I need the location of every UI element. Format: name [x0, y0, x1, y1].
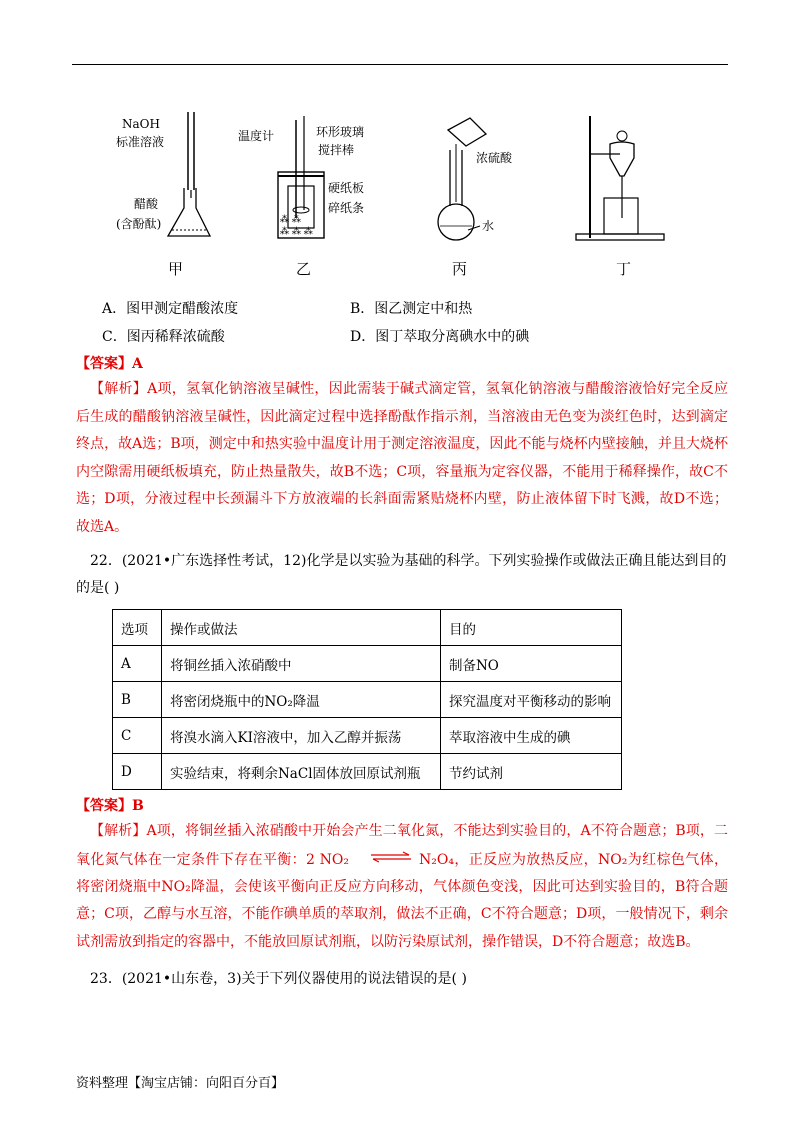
label-ring-stirrer-2: 搅拌棒 — [318, 143, 355, 157]
svg-text:⁂ ⁂: ⁂ ⁂ — [280, 215, 301, 225]
caption-bing: 丙 — [452, 260, 468, 278]
caption-yi: 乙 — [296, 260, 312, 278]
analysis-22-part2: N₂O₄，正反应为放热反应，NO₂为红棕色气体，将密闭烧瓶中NO₂降温，会使该平衡向正反应方向移动，气体颜色变浅，因此可达到实验目的，B符合题意；C项，乙醇与水互溶，不能作碘单质的萃取剂，做法不正确，C不符合题意；D项，一般情况下，剩余试剂需放到指定的容器中，不能放回原试剂瓶，以防污染原试剂，操作错误，D不符合题意；故选B。 — [76, 851, 728, 950]
table-cell: 萃取溶液中生成的碘 — [441, 718, 622, 754]
answer-22: 【答案】B — [76, 798, 144, 814]
label-standard-solution: 标准溶液 — [116, 135, 165, 149]
label-thermometer: 温度计 — [238, 129, 275, 143]
option-d: D．图丁萃取分离碘水中的碘 — [350, 329, 530, 345]
analysis-22-part1: 【解析】A项，将铜丝插入浓硝酸中开始会产生二氧化氮，不能达到实验目的，A不符合题意；B项，二氧化氮气体在一定条件下存在平衡：2 NO₂ — [76, 823, 728, 868]
table-row — [113, 646, 622, 682]
option-a: A．图甲测定醋酸浓度 — [102, 301, 239, 317]
header-rule — [72, 64, 728, 65]
analysis-22 — [76, 818, 728, 956]
figure-yi-calorimeter — [238, 110, 378, 250]
table-header-row — [113, 610, 622, 646]
svg-text:⁂ ⁂ ⁂: ⁂ ⁂ ⁂ — [280, 227, 313, 237]
equilibrium-arrow-icon — [355, 846, 413, 874]
options-table — [112, 609, 622, 790]
table-cell: 将溴水滴入KI溶液中，加入乙醇并振荡 — [162, 718, 441, 754]
table-cell: A — [113, 646, 162, 682]
answer-21: 【答案】A — [76, 356, 143, 372]
option-c: C．图丙稀释浓硫酸 — [102, 329, 225, 345]
table-cell: B — [113, 682, 162, 718]
option-b: B．图乙测定中和热 — [350, 301, 473, 317]
table-cell: 制备NO — [441, 646, 622, 682]
label-phenolphthalein: (含酚酞) — [116, 217, 162, 231]
label-acetic-acid: 醋酸 — [134, 197, 159, 211]
table-header-cell: 目的 — [441, 610, 622, 646]
table-row — [113, 754, 622, 790]
figure-bing-volumetric-flask — [410, 110, 530, 250]
table-cell: D — [113, 754, 162, 790]
label-water: 水 — [482, 219, 495, 233]
table-cell: 将密闭烧瓶中的NO₂降温 — [162, 682, 441, 718]
analysis-21: 【解析】A项，氢氧化钠溶液呈碱性，因此需装于碱式滴定管，氢氧化钠溶液与醋酸溶液恰好完全反应后生成的醋酸钠溶液呈碱性，因此滴定过程中选择酚酞作指示剂，当溶液由无色变为淡红色时，达到滴定终点，故A选；B项，测定中和热实验中温度计用于测定溶液温度，因此不能与烧杯内壁接触，并且大烧杯内空隙需用硬纸板填充，防止热量散失，故B不选；C项，容量瓶为定容仪器，不能用于稀释操作，故C不选；D项，分液过程中长颈漏斗下方放液端的长斜面需紧贴烧杯内壁，防止液体留下时飞溅，故D不选；故选A。 — [76, 381, 728, 535]
table-header-cell: 操作或做法 — [162, 610, 441, 646]
figure-jia-titration — [110, 110, 220, 250]
table-cell: 探究温度对平衡移动的影响 — [441, 682, 622, 718]
apparatus-figures — [110, 110, 670, 280]
caption-jia: 甲 — [168, 260, 184, 278]
label-paper-scraps: 碎纸条 — [328, 201, 365, 215]
label-naoh: NaOH — [122, 117, 160, 131]
table-cell: 将铜丝插入浓硝酸中 — [162, 646, 441, 682]
table-cell: 节约试剂 — [441, 754, 622, 790]
question-22: 22．(2021•广东选择性考试，12)化学是以实验为基础的科学。下列实验操作或做法正确且能达到目的的是( ) — [76, 553, 727, 596]
table-row — [113, 682, 622, 718]
table-cell: 实验结束，将剩余NaCl固体放回原试剂瓶 — [162, 754, 441, 790]
label-ring-stirrer-1: 环形玻璃 — [316, 125, 365, 139]
figure-ding-separatory-funnel — [570, 110, 670, 250]
caption-ding: 丁 — [616, 260, 632, 278]
label-cardboard: 硬纸板 — [328, 181, 365, 195]
table-row — [113, 718, 622, 754]
question-23: 23．(2021•山东卷，3)关于下列仪器使用的说法错误的是( ) — [90, 971, 467, 987]
footer-source: 资料整理【淘宝店铺：向阳百分百】 — [76, 1076, 285, 1091]
table-header-cell: 选项 — [113, 610, 162, 646]
label-conc-sulfuric-acid: 浓硫酸 — [476, 151, 513, 165]
table-cell: C — [113, 718, 162, 754]
